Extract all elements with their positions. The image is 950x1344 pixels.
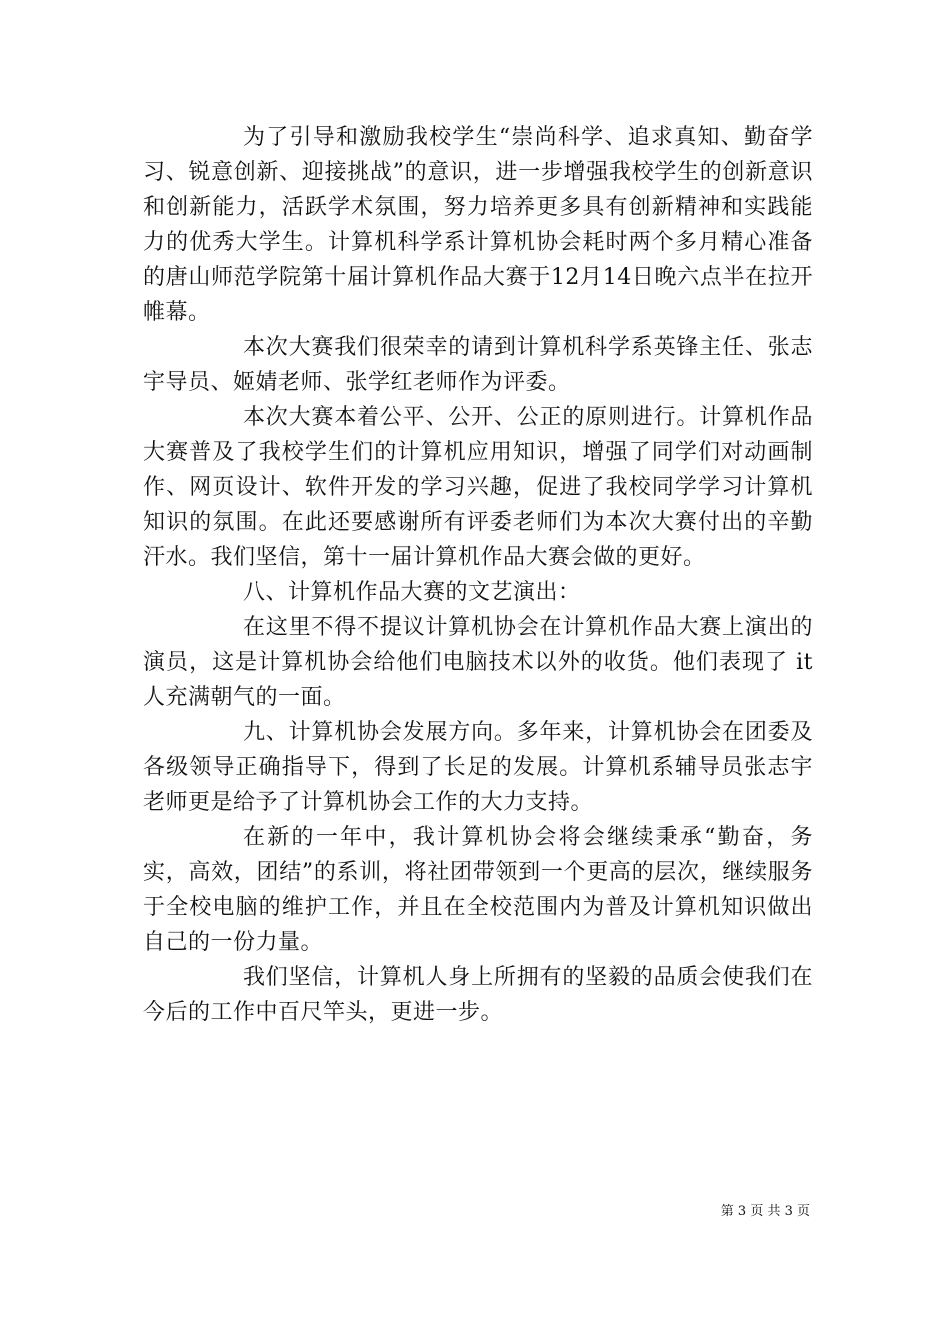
paragraph-intro: 为了引导和激励我校学生“崇尚科学、追求真知、勤奋学习、锐意创新、迎接挑战”的意识，进一步增强我校学生的创新意识和创新能力，活跃学术氛围，努力培养更多具有创新精神和实践能力的优秀大学生。计算机科学系计算机协会耗时两个多月精心准备的唐山师范学院第十届计算机作品大赛于12月14日晚六点半在拉开帷幕。 (143, 125, 813, 325)
paragraph-new-year: 在新的一年中，我计算机协会将会继续秉承“勤奋，务实，高效，团结”的系训，将社团带领到一个更高的层次，继续服务于全校电脑的维护工作，并且在全校范围内为普及计算机知识做出自己的一份力量。 (143, 825, 813, 955)
section-heading-performance: 八、计算机作品大赛的文艺演出： (243, 580, 581, 605)
paragraph-development: 九、计算机协会发展方向。多年来，计算机协会在团委及各级领导正确指导下，得到了长足的发展。计算机系辅导员张志宇老师更是给予了计算机协会工作的大力支持。 (143, 720, 813, 815)
paragraph-judges: 本次大赛我们很荣幸的请到计算机科学系英锋主任、张志宇导员、姬婧老师、张学红老师作为评委。 (143, 335, 813, 395)
paragraph-conclusion: 我们坚信，计算机人身上所拥有的坚毅的品质会使我们在今后的工作中百尺竿头，更进一步。 (143, 965, 813, 1025)
page-number-footer: 第 3 页 共 3 页 (720, 1204, 810, 1219)
document-body (143, 120, 813, 1030)
paragraph-principles: 本次大赛本着公平、公开、公正的原则进行。计算机作品大赛普及了我校学生们的计算机应用知识，增强了同学们对动画制作、网页设计、软件开发的学习兴趣，促进了我校同学学习计算机知识的氛围。在此还要感谢所有评委老师们为本次大赛付出的辛勤汗水。我们坚信，第十一届计算机作品大赛会做的更好。 (143, 405, 813, 570)
paragraph-performance: 在这里不得不提议计算机协会在计算机作品大赛上演出的演员，这是计算机协会给他们电脑技术以外的收货。他们表现了 it 人充满朝气的一面。 (143, 615, 813, 710)
